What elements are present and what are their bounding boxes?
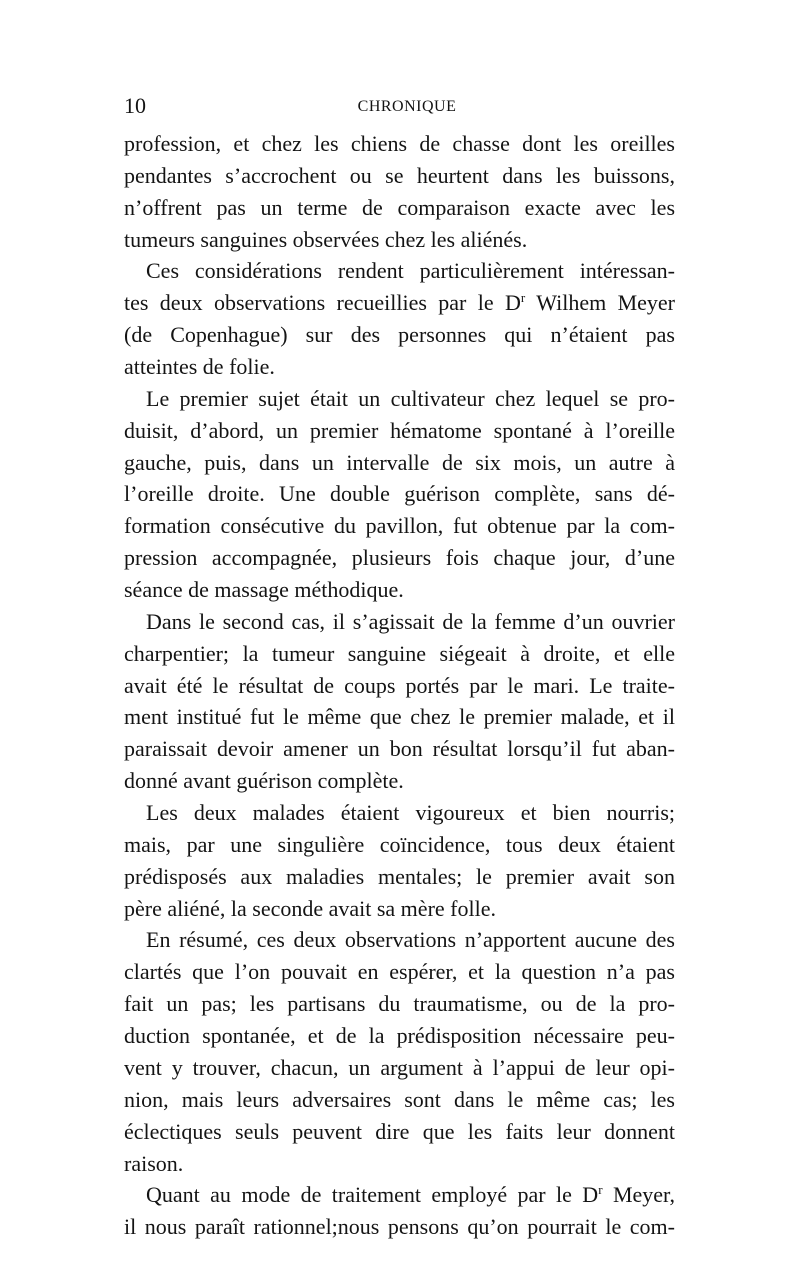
text-segment: Wilhem Meyer bbox=[525, 290, 675, 316]
text-line-with-superscript bbox=[124, 287, 675, 319]
text-line: il nous paraît rationnel;nous pensons qu’on pourrait le com- bbox=[124, 1214, 675, 1240]
text-line: Les deux malades étaient vigoureux et bien nourris; bbox=[146, 800, 675, 826]
text-line: gauche, puis, dans un intervalle de six mois, un autre à bbox=[124, 449, 675, 475]
text-line: profession, et chez les chiens de chasse dont les oreilles bbox=[124, 131, 675, 156]
text-line: tumeurs sanguines observées chez les aliénés. bbox=[124, 226, 528, 252]
body-text bbox=[124, 128, 675, 1243]
text-line: pendantes s’accrochent ou se heurtent dans les buissons, bbox=[124, 162, 675, 188]
text-line: mais, par une singulière coïncidence, tous deux étaient bbox=[124, 831, 675, 857]
text-line: nion, mais leurs adversaires sont dans le même cas; les bbox=[124, 1086, 675, 1112]
text-line: duisit, d’abord, un premier hématome spontané à l’oreille bbox=[124, 417, 675, 443]
text-line: duction spontanée, et de la prédisposition nécessaire peu- bbox=[124, 1023, 675, 1049]
text-line-with-superscript bbox=[124, 1179, 675, 1211]
text-line: donné avant guérison complète. bbox=[124, 768, 404, 794]
text-line: formation consécutive du pavillon, fut obtenue par la com- bbox=[124, 513, 675, 539]
text-line: séance de massage méthodique. bbox=[124, 577, 404, 603]
superscript-r: r bbox=[520, 290, 526, 306]
text-line: Le premier sujet était un cultivateur chez lequel se pro- bbox=[146, 385, 675, 411]
text-line: ment institué fut le même que chez le premier malade, et il bbox=[124, 704, 675, 730]
text-line: raison. bbox=[124, 1150, 184, 1176]
text-line: Dans le second cas, il s’agissait de la femme d’un ouvrier bbox=[146, 608, 675, 634]
page-number: 10 bbox=[124, 93, 146, 118]
text-segment: Meyer, bbox=[602, 1182, 675, 1208]
running-title: CHRONIQUE bbox=[357, 98, 457, 115]
text-line: pression accompagnée, plusieurs fois chaque jour, d’une bbox=[124, 545, 675, 571]
text-line: l’oreille droite. Une double guérison complète, sans dé- bbox=[124, 481, 675, 507]
text-line: vent y trouver, chacun, un argument à l’appui de leur opi- bbox=[124, 1054, 675, 1080]
text-line: clartés que l’on pouvait en espérer, et la question n’a pas bbox=[124, 959, 675, 985]
text-line: Ces considérations rendent particulièrement intéressan- bbox=[146, 258, 675, 284]
text-line: (de Copenhague) sur des personnes qui n’étaient pas bbox=[124, 322, 675, 348]
text-line: prédisposés aux maladies mentales; le premier avait son bbox=[124, 863, 675, 889]
text-segment: Quant au mode de traitement employé par le D bbox=[146, 1182, 599, 1208]
running-head bbox=[124, 92, 680, 120]
text-line: père aliéné, la seconde avait sa mère folle. bbox=[124, 895, 496, 921]
text-segment: tes deux observations recueillies par le D bbox=[124, 290, 521, 316]
text-line: éclectiques seuls peuvent dire que les faits leur donnent bbox=[124, 1118, 675, 1144]
text-line: atteintes de folie. bbox=[124, 354, 275, 380]
text-line: avait été le résultat de coups portés par le mari. Le traite- bbox=[124, 672, 675, 698]
text-line: charpentier; la tumeur sanguine siégeait à droite, et elle bbox=[124, 640, 675, 666]
text-line: paraissait devoir amener un bon résultat lorsqu’il fut aban- bbox=[124, 736, 675, 762]
text-line: En résumé, ces deux observations n’apportent aucune des bbox=[146, 927, 675, 953]
text-line: n’offrent pas un terme de comparaison exacte avec les bbox=[124, 194, 675, 220]
text-line: fait un pas; les partisans du traumatisme, ou de la pro- bbox=[124, 991, 675, 1017]
superscript-r: r bbox=[598, 1182, 603, 1198]
